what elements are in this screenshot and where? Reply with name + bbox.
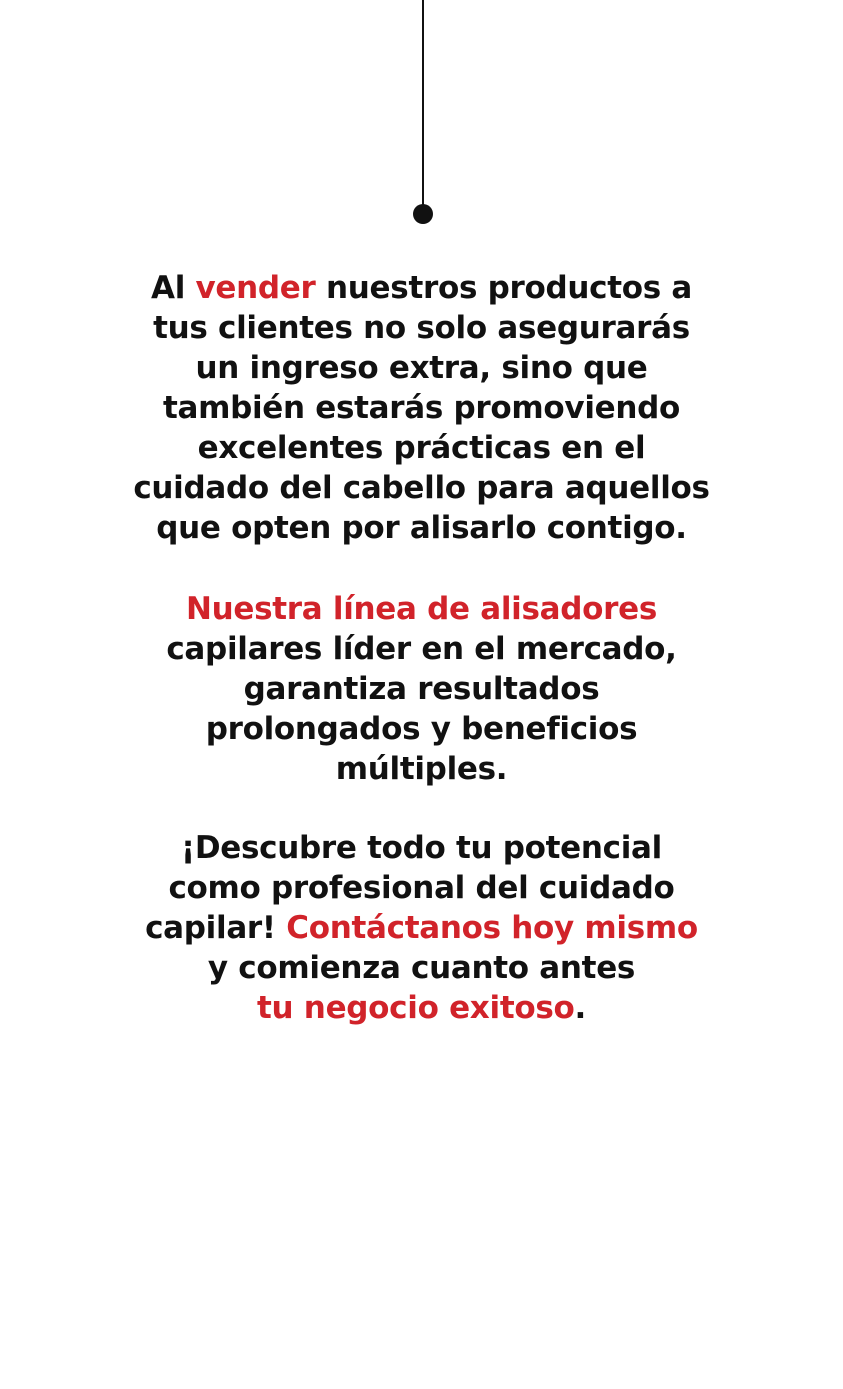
text-line: prolongados y beneficios bbox=[205, 711, 638, 747]
divider-dot-icon bbox=[413, 204, 433, 224]
text-line: ¡Descubre todo tu potencial bbox=[180, 830, 662, 866]
text-line: un ingreso extra, sino que bbox=[195, 350, 648, 386]
text-line: tus clientes no solo asegurarás bbox=[153, 310, 690, 346]
paragraph-call-to-action bbox=[110, 828, 733, 1028]
text-line: como profesional del cuidado bbox=[168, 870, 675, 906]
text-line: excelentes prácticas en el bbox=[197, 430, 646, 466]
text-line: que opten por alisarlo contigo. bbox=[156, 510, 687, 546]
text-segment: . bbox=[574, 990, 586, 1026]
text-line bbox=[110, 988, 733, 1028]
text-line: cuidado del cabello para aquellos bbox=[133, 470, 710, 506]
text-line: capilares líder en el mercado, bbox=[166, 631, 677, 667]
text-segment: nuestros productos a bbox=[315, 270, 692, 306]
highlight-successful-business: tu negocio exitoso bbox=[257, 990, 575, 1026]
paragraph-sell-products bbox=[110, 268, 733, 548]
highlight-vender: vender bbox=[195, 270, 316, 306]
vertical-divider-line bbox=[422, 0, 424, 206]
text-line bbox=[110, 908, 733, 948]
text-line: también estarás promoviendo bbox=[162, 390, 681, 426]
text-segment: capilar! bbox=[145, 910, 287, 946]
text-segment: Al bbox=[151, 270, 196, 306]
text-line bbox=[110, 268, 733, 308]
highlight-product-line: Nuestra línea de alisadores bbox=[185, 591, 658, 627]
highlight-contact-us: Contáctanos hoy mismo bbox=[286, 910, 698, 946]
text-line: y comienza cuanto antes bbox=[207, 950, 636, 986]
paragraph-product-line bbox=[110, 589, 733, 789]
text-line: garantiza resultados bbox=[243, 671, 600, 707]
text-line: múltiples. bbox=[335, 751, 508, 787]
